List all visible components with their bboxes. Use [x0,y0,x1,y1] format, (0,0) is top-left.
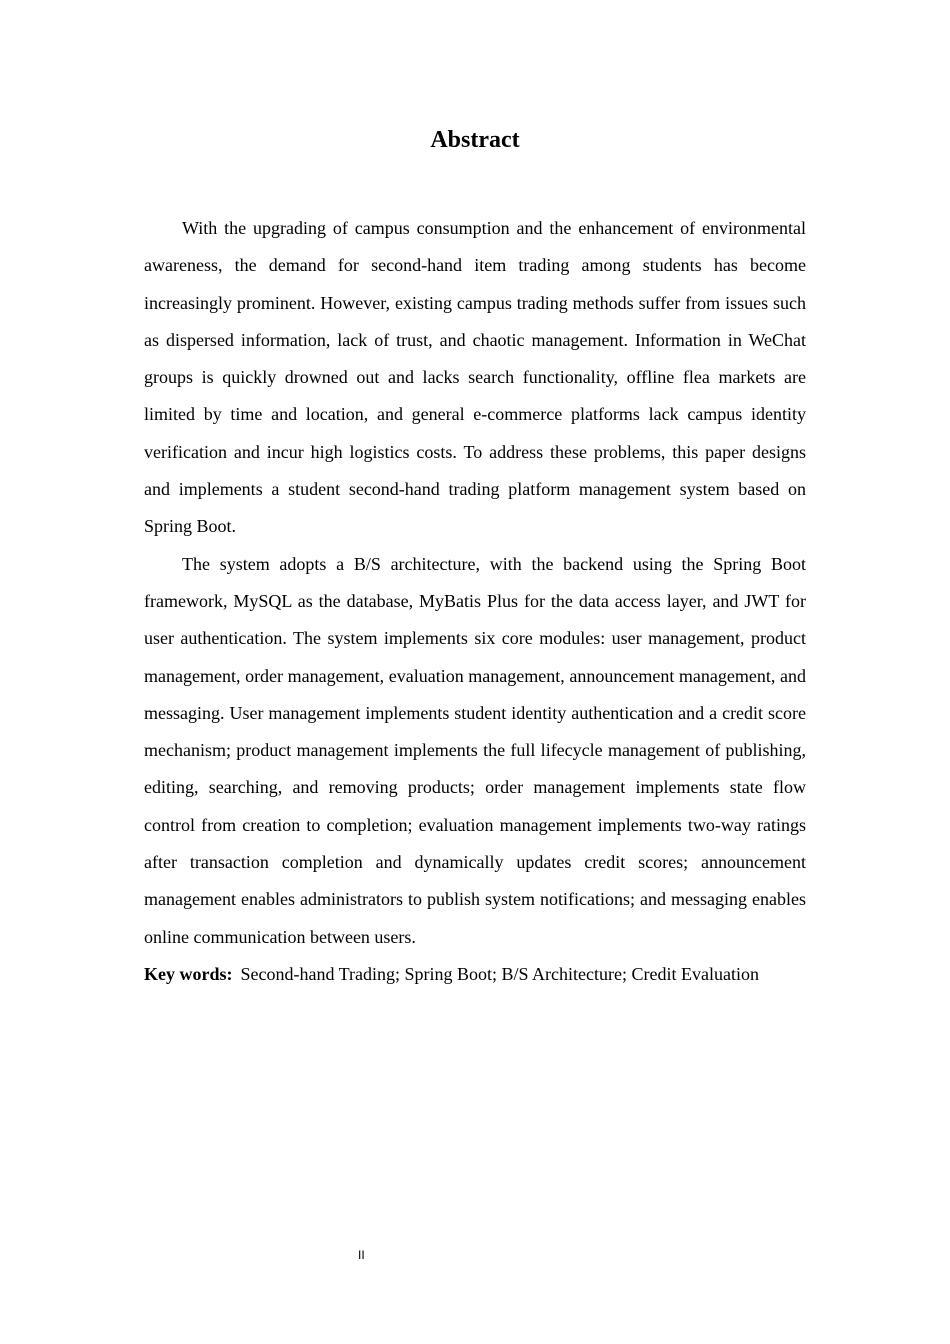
keywords-label: Key words: [144,963,233,984]
page-number: II [358,1248,365,1262]
keywords-line [144,956,806,993]
abstract-title: Abstract [430,127,520,153]
abstract-body [144,210,806,993]
abstract-paragraph-2: The system adopts a B/S architecture, with the backend using the Spring Boot framework, MySQL as the database, MyBatis Plus for the data access layer, and JWT for user authentication. The system implements six core modules: user management, product management, order management, evaluation management, announcement management, and messaging. User management implements student identity authentication and a credit score mechanism; product management implements the full lifecycle management of publishing, editing, searching, and removing products; order management implements state flow control from creation to completion; evaluation management implements two-way ratings after transaction completion and dynamically updates credit scores; announcement management enables administrators to publish system notifications; and messaging enables online communication between users. [144,553,806,947]
abstract-paragraph-1: With the upgrading of campus consumption and the enhancement of environmental awareness, the demand for second-hand item trading among students has become increasingly prominent. However, existing campus trading methods suffer from issues such as dispersed information, lack of trust, and chaotic management. Information in WeChat groups is quickly drowned out and lacks search functionality, offline flea markets are limited by time and location, and general e-commerce platforms lack campus identity verification and incur high logistics costs. To address these problems, this paper designs and implements a student second-hand trading platform management system based on Spring Boot. [144,218,806,537]
keywords-value: Second-hand Trading; Spring Boot; B/S Architecture; Credit Evaluation [240,963,759,984]
